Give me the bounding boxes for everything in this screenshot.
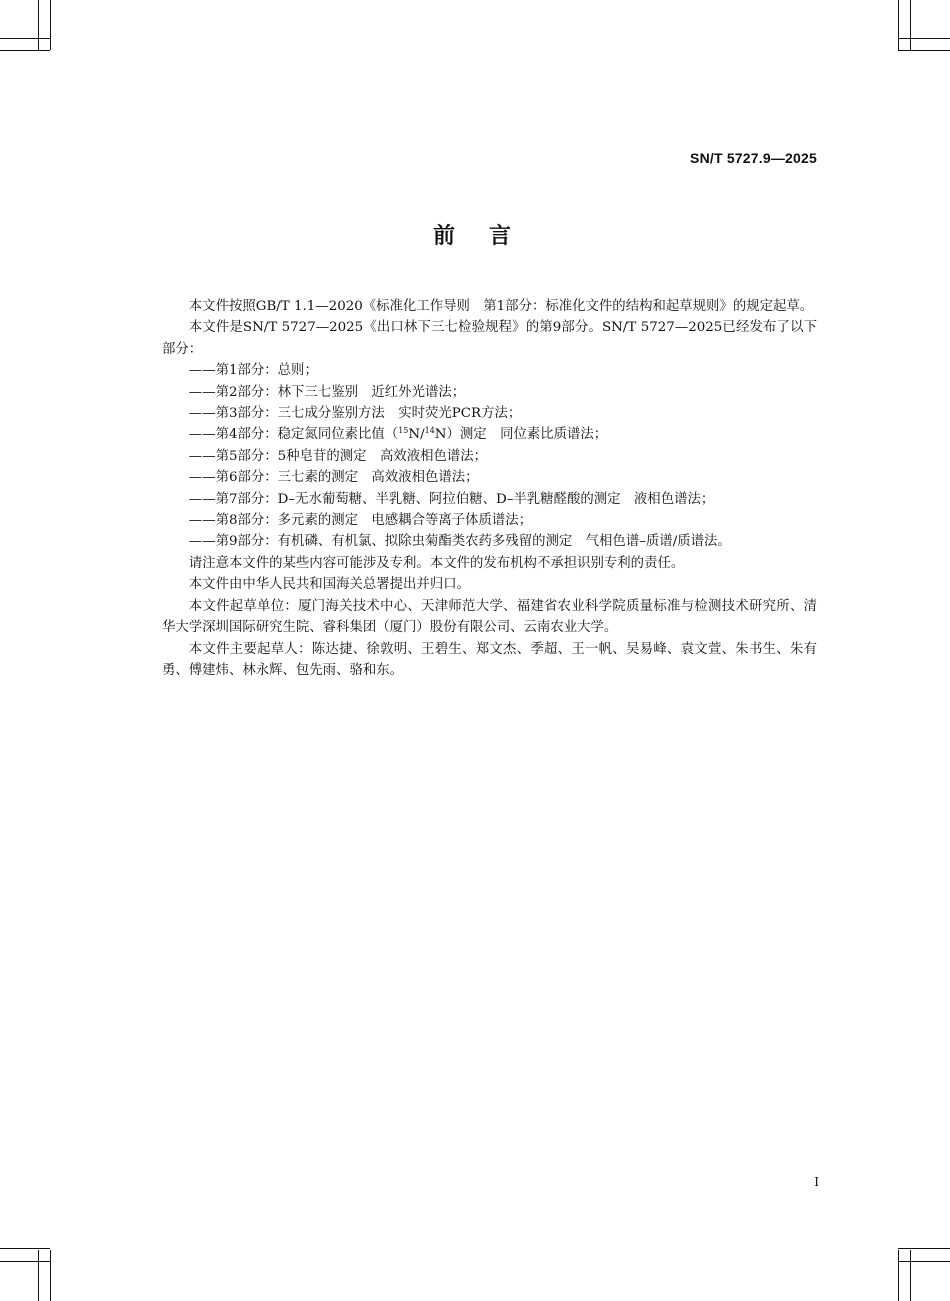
- paragraph-proposer: 本文件由中华人民共和国海关总署提出并归口。: [188, 577, 470, 593]
- paragraph-drafting-organizations: 本文件起草单位：厦门海关技术中心、天津师范大学、福建省农业科学院质量标准与检测技术研究所、清华大学深圳国际研究生院、睿科集团（厦门）股份有限公司、云南农业大学。: [162, 598, 817, 636]
- list-item-part-5: ——第5部分：5种皂苷的测定 高效液相色谱法；: [188, 448, 488, 464]
- list-item-part-7: ——第7部分：D–无水葡萄糖、半乳糖、阿拉伯糖、D–半乳糖醛酸的测定 液相色谱法；: [188, 491, 715, 507]
- list-item-part-1: ——第1部分：总则；: [188, 363, 318, 379]
- page-number: I: [814, 1175, 819, 1189]
- list-item-part-8: ——第8部分：多元素的测定 电感耦合等离子体质谱法；: [188, 513, 533, 529]
- page-title: 前 言: [432, 223, 517, 249]
- list-item-part-6: ——第6部分：三七素的测定 高效液相色谱法；: [188, 470, 479, 486]
- paragraph-drafters: 本文件主要起草人：陈达捷、徐敦明、王碧生、郑文杰、季超、王一帆、吴易峰、袁文萱、朱书生、朱有勇、傅建炜、林永辉、包先雨、骆和东。: [162, 641, 817, 678]
- list-item-part-4: ——第4部分：稳定氮同位素比值（$^{15}$N/$^{14}$N）测定 同位素比质谱法；: [188, 426, 608, 443]
- list-item-part-9: ——第9部分：有机磷、有机氯、拟除虫菊酯类农药多残留的测定 气相色谱–质谱/质谱法。: [188, 534, 731, 550]
- standard-code: SN/T 5727.9—2025: [690, 150, 817, 166]
- list-item-part-2: ——第2部分：林下三七鉴别 近红外光谱法；: [188, 384, 466, 400]
- paragraph-patent-notice: 请注意本文件的某些内容可能涉及专利。本文件的发布机构不承担识别专利的责任。: [188, 555, 685, 571]
- list-item-part-3: ——第3部分：三七成分鉴别方法 实时荧光PCR方法；: [188, 406, 522, 422]
- paragraph-series-intro: 本文件是SN/T 5727—2025《出口林下三七检验规程》的第9部分。SN/T 5727—2025已经发布了以下部分：: [162, 320, 817, 357]
- paragraph-drafting-rules: 本文件按照GB/T 1.1—2020《标准化工作导则 第1部分：标准化文件的结构和起草规则》的规定起草。: [188, 299, 814, 314]
- foreword-body: [162, 296, 817, 681]
